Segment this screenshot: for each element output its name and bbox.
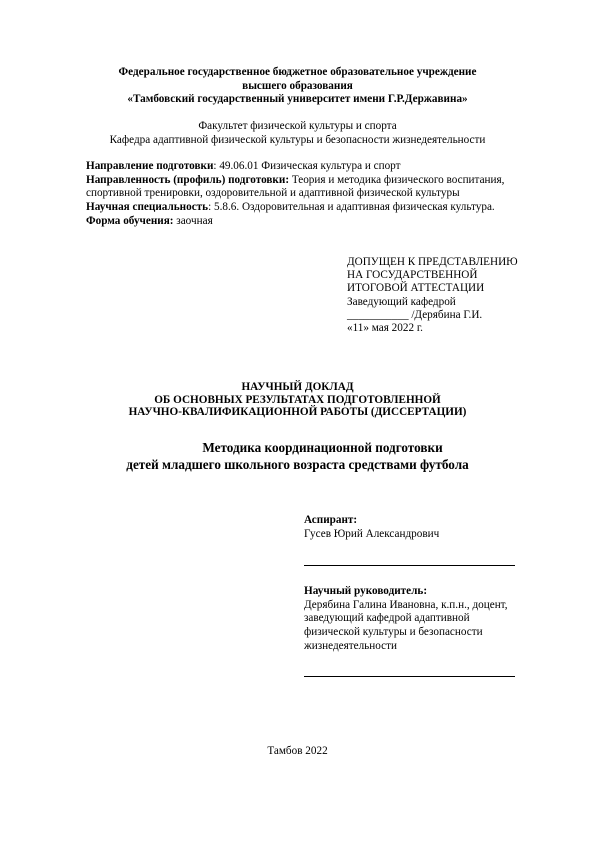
organization-line-3: «Тамбовский государственный университет имени Г.Р.Державина» bbox=[127, 93, 468, 106]
profile-value-1: Теория и методика физического воспитания, bbox=[289, 173, 505, 186]
faculty-name: Факультет физической культуры и спорта bbox=[198, 120, 397, 132]
form-row bbox=[86, 215, 556, 229]
supervisor-line-1: Дерябина Галина Ивановна, к.п.н., доцент, bbox=[304, 598, 508, 611]
aspirant-signature-line bbox=[304, 565, 515, 566]
program-info bbox=[86, 160, 556, 228]
organization-line-2: высшего образования bbox=[242, 79, 353, 92]
report-title bbox=[0, 381, 595, 419]
supervisor-line-4: жизнедеятельности bbox=[304, 639, 397, 652]
organization-header bbox=[0, 66, 595, 107]
aspirant-name: Гусев Юрий Александрович bbox=[304, 527, 440, 540]
specialty-value: : 5.8.6. Оздоровительная и адаптивная физическая культура. bbox=[208, 200, 495, 213]
form-value: заочная bbox=[173, 214, 213, 227]
city-year: Тамбов 2022 bbox=[267, 745, 328, 757]
topic-line-2: детей младшего школьного возраста средствами футбола bbox=[126, 456, 469, 472]
approval-date: «11» мая 2022 г. bbox=[347, 322, 423, 335]
supervisor-label: Научный руководитель: bbox=[304, 585, 428, 597]
profile-label: Направленность (профиль) подготовки: bbox=[86, 173, 290, 186]
supervisor-block bbox=[304, 585, 554, 653]
specialty-row bbox=[86, 201, 556, 215]
supervisor-signature-line bbox=[304, 676, 515, 677]
aspirant-label: Аспирант: bbox=[304, 514, 358, 526]
topic-line-1: Методика координационной подготовки bbox=[202, 440, 443, 455]
aspirant-block bbox=[304, 514, 554, 541]
report-title-line-3: НАУЧНО-КВАЛИФИКАЦИОННОЙ РАБОТЫ (ДИССЕРТАЦИИ) bbox=[128, 406, 467, 419]
approval-line-3: ИТОГОВОЙ АТТЕСТАЦИИ bbox=[347, 282, 485, 295]
faculty-block bbox=[0, 120, 595, 147]
direction-row bbox=[86, 160, 556, 174]
approval-line-1: ДОПУЩЕН К ПРЕДСТАВЛЕНИЮ bbox=[347, 256, 518, 268]
form-label: Форма обучения: bbox=[86, 214, 174, 227]
report-title-line-1: НАУЧНЫЙ ДОКЛАД bbox=[241, 381, 354, 393]
direction-label: Направление подготовки bbox=[86, 160, 214, 172]
report-title-line-2: ОБ ОСНОВНЫХ РЕЗУЛЬТАТАХ ПОДГОТОВЛЕННОЙ bbox=[154, 393, 441, 406]
supervisor-line-2: заведующий кафедрой адаптивной bbox=[304, 612, 470, 625]
organization-line-1: Федеральное государственное бюджетное образовательное учреждение bbox=[118, 66, 477, 78]
profile-value-2: спортивной тренировки, оздоровительной и адаптивной физической культуры bbox=[86, 187, 460, 200]
dissertation-topic bbox=[0, 440, 595, 473]
department-name: Кафедра адаптивной физической культуры и безопасности жизнедеятельности bbox=[109, 133, 486, 146]
supervisor-line-3: физической культуры и безопасности bbox=[304, 625, 483, 638]
specialty-label: Научная специальность bbox=[86, 200, 209, 213]
direction-value: : 49.06.01 Физическая культура и спорт bbox=[213, 160, 401, 172]
approval-block bbox=[347, 256, 567, 335]
approval-signature: ___________ /Дерябина Г.И. bbox=[347, 308, 483, 321]
approval-line-2: НА ГОСУДАРСТВЕННОЙ bbox=[347, 269, 478, 282]
profile-row bbox=[86, 174, 556, 188]
approval-position: Заведующий кафедрой bbox=[347, 295, 456, 308]
